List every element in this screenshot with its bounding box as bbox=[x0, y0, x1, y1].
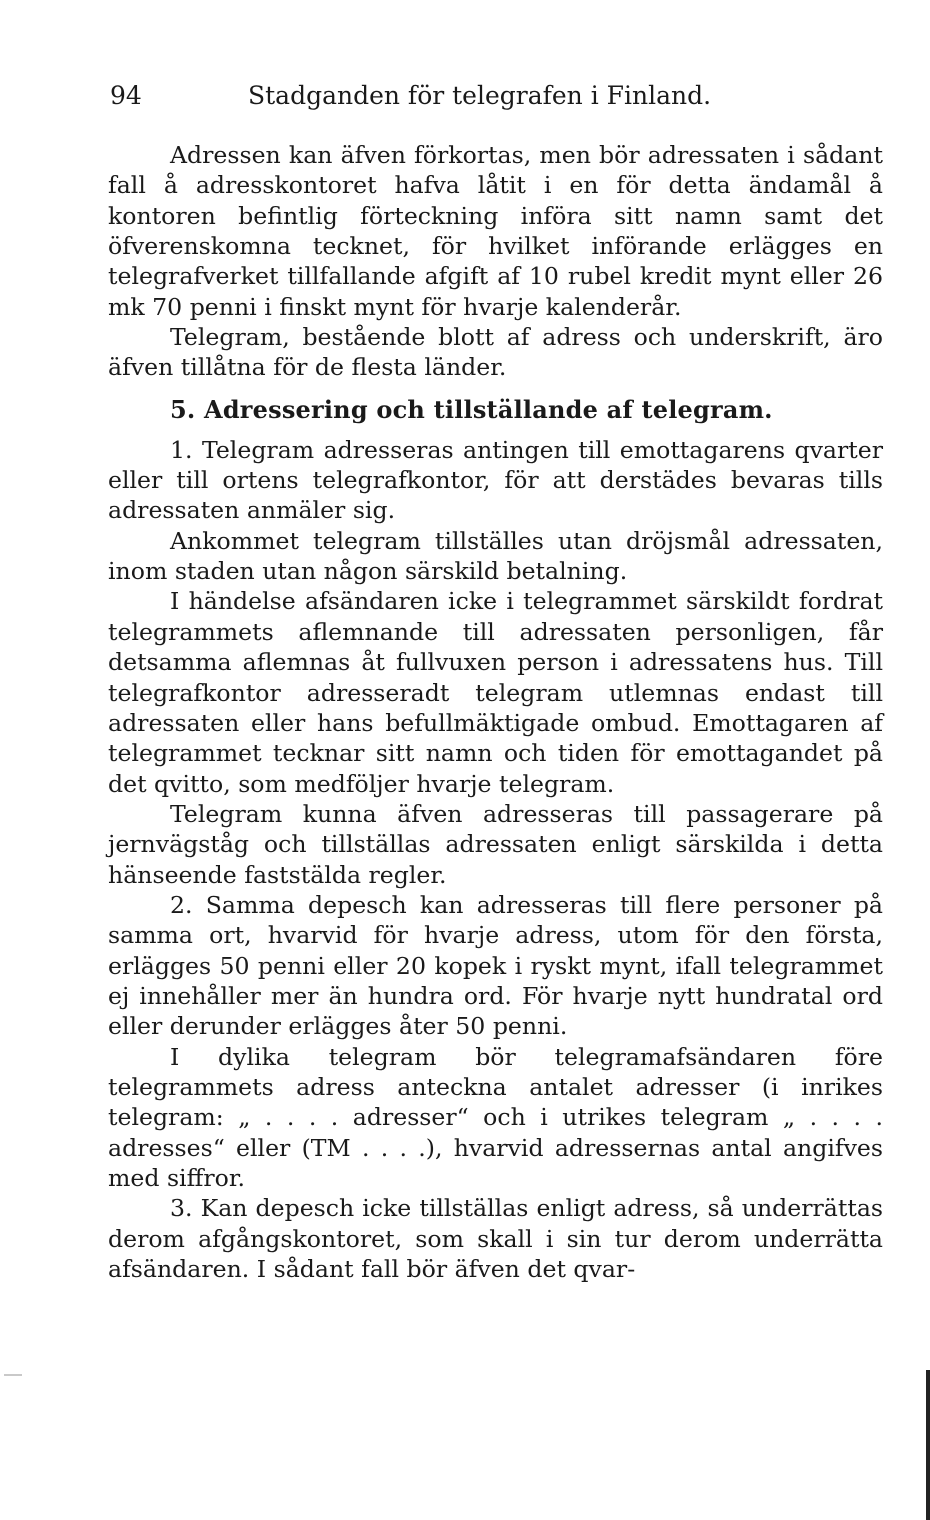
running-header bbox=[110, 78, 770, 114]
paragraph: 2. Samma depesch kan adresseras till flere personer på samma ort, hvarvid för hvarje adress, utom för den första, erlägges 50 penni eller 20 kopek i ryskt mynt, ifall telegrammet ej innehåller mer än hundra ord. För hvarje nytt hundratal ord eller derunder erlägges åter 50 penni. bbox=[108, 890, 883, 1041]
section-heading: 5. Adressering och tillställande af telegram. bbox=[170, 394, 773, 424]
paragraph: 3. Kan depesch icke tillställas enligt adress, så underrättas derom afgångskontoret, som skall i sin tur derom underrätta afsändaren. I sådant fall bör äfven det qvar- bbox=[108, 1194, 883, 1284]
running-title: Stadganden för telegrafen i Finland. bbox=[248, 81, 712, 110]
page-body bbox=[108, 140, 883, 1284]
paragraph: Ankommet telegram tillställes utan dröjsmål adressaten, inom staden utan någon särskild betalning. bbox=[108, 526, 883, 586]
paragraph: I dylika telegram bör telegramafsändaren före telegrammets adress anteckna antalet adresser (i inrikes telegram: „ . . . . adresser“ och i utrikes telegram „ . . . . adresses“ eller (TM . . . .), hvarvid adressernas antal angifves med siffror. bbox=[108, 1042, 883, 1192]
paragraph: Telegram kunna äfven adresseras till passagerare på jernvägståg och tillställas adressaten enligt särskilda i detta hänseende faststälda regler. bbox=[108, 799, 883, 889]
binding-edge bbox=[926, 1370, 930, 1520]
paragraph: Adressen kan äfven förkortas, men bör adressaten i sådant fall å adresskontoret hafva låtit i en för detta ändamål å kontoren befintlig förteckning införa sitt namn samt det öfverenskomna tecknet, för hvilket införande erlägges en telegrafverket tillfallande afgift af 10 rubel kredit mynt eller 26 mk 70 penni i finskt mynt för hvarje kalenderår. bbox=[108, 141, 883, 321]
paragraph: I händelse afsändaren icke i telegrammet särskildt fordrat telegrammets aflemnande till adressaten personligen, får detsamma aflemnas åt fullvuxen person i adressatens hus. Till telegrafkontor adresseradt telegram utlemnas endast till adressaten eller hans befullmäktigade ombud. Emottagaren af telegrammet tecknar sitt namn och tiden för emottagandet på det qvitto, som medföljer hvarje telegram. bbox=[108, 587, 883, 798]
paragraph: Telegram, bestående blott af adress och underskrift, äro äfven tillåtna för de flesta länder. bbox=[108, 323, 883, 382]
paragraph: 1. Telegram adresseras antingen till emottagarens qvarter eller till ortens telegrafkontor, för att derstädes bevaras tills adressaten anmäler sig. bbox=[108, 435, 883, 525]
margin-mark bbox=[4, 1374, 22, 1376]
page-number: 94 bbox=[110, 81, 142, 110]
